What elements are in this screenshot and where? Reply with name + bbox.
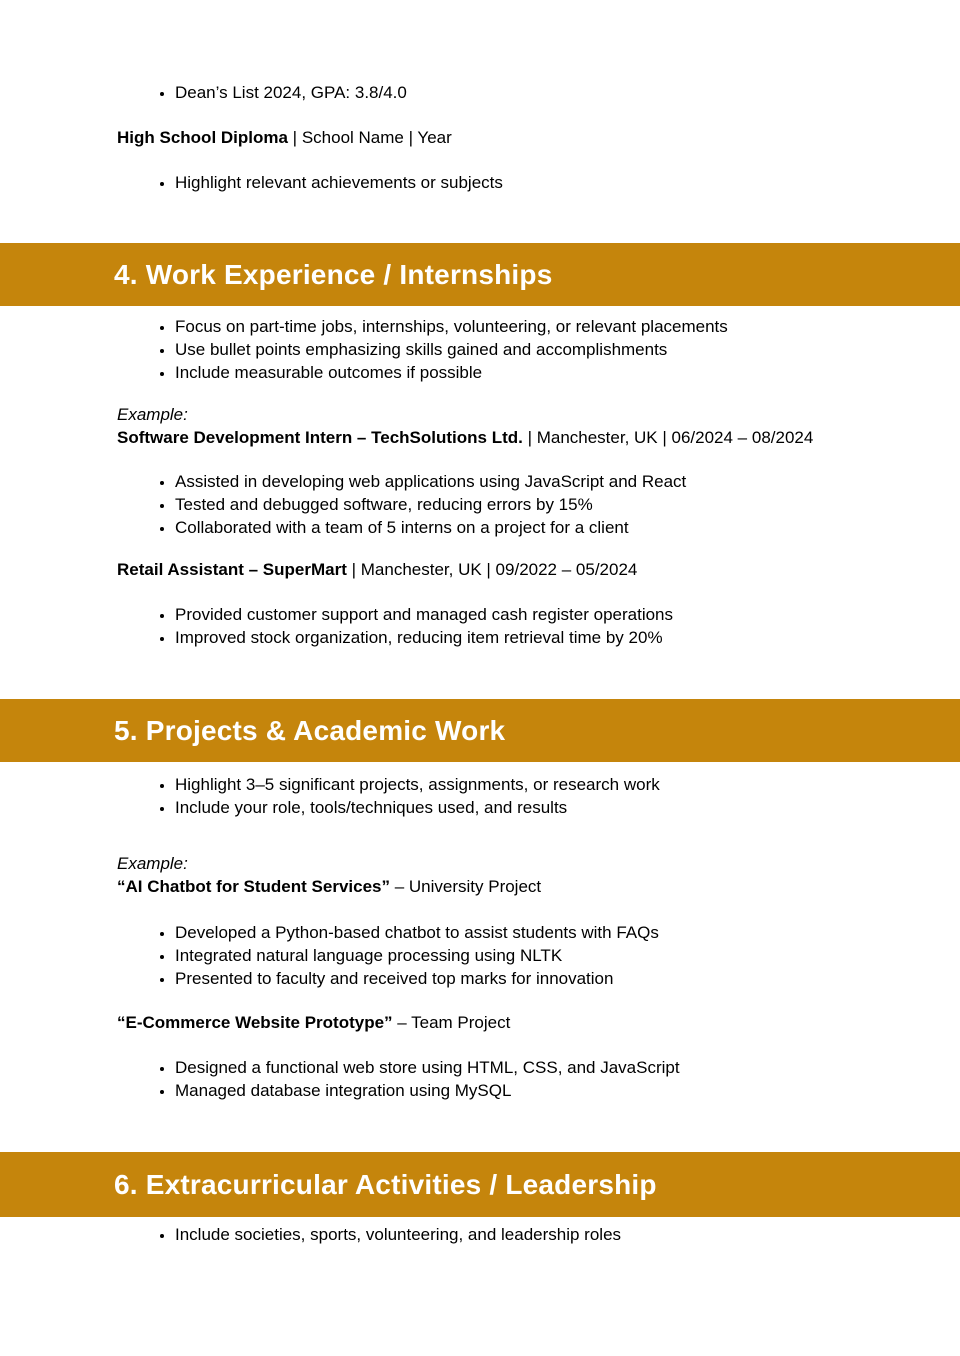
bullet-item: • Highlight relevant achievements or subjects — [175, 171, 845, 194]
job2-title: Retail Assistant – SuperMart — [117, 560, 347, 579]
bullet-item: • Collaborated with a team of 5 interns on a project for a client — [175, 516, 845, 539]
section-title: 6. Extracurricular Activities / Leadership — [114, 1168, 657, 1200]
bullet-item: • Tested and debugged software, reducing errors by 15% — [175, 493, 845, 516]
section-heading-projects — [0, 699, 960, 762]
bullet-item: • Presented to faculty and received top marks for innovation — [175, 967, 845, 990]
example-label: Example: — [117, 854, 188, 873]
bullet-item: • Provided customer support and managed cash register operations — [175, 603, 845, 626]
bullet-item: • Include your role, tools/techniques used, and results — [175, 796, 845, 819]
section-title: 4. Work Experience / Internships — [114, 258, 553, 290]
job2-heading — [117, 558, 845, 581]
deans-list-bullet-list — [117, 81, 845, 104]
bullet-item: • Focus on part-time jobs, internships, volunteering, or relevant placements — [175, 315, 845, 338]
project1-title: “AI Chatbot for Student Services” — [117, 877, 390, 896]
job2-bullet-list — [117, 603, 845, 649]
bullet-item: • Developed a Python-based chatbot to assist students with FAQs — [175, 921, 845, 944]
project2-bullet-list — [117, 1056, 845, 1102]
job1-bullet-list — [117, 470, 845, 539]
work-tips-list — [117, 315, 845, 384]
project2-title: “E-Commerce Website Prototype” — [117, 1013, 393, 1032]
projects-body — [0, 762, 960, 1102]
project2-meta: – Team Project — [392, 1013, 511, 1032]
job1-heading — [117, 426, 845, 449]
section-heading-extracurricular — [0, 1152, 960, 1217]
bullet-item: • Managed database integration using MySQL — [175, 1079, 845, 1102]
job1-meta: | Manchester, UK | 06/2024 – 08/2024 — [522, 428, 814, 447]
example-label: Example: — [117, 405, 188, 424]
diploma-bullet-list — [117, 171, 845, 194]
diploma-title: High School Diploma — [117, 128, 288, 147]
project1-meta: – University Project — [389, 877, 542, 896]
extracurricular-body — [0, 1217, 960, 1246]
bullet-item: • Improved stock organization, reducing item retrieval time by 20% — [175, 626, 845, 649]
education-fragment — [0, 0, 960, 194]
extracurricular-tips-list — [117, 1223, 845, 1246]
job1-title: Software Development Intern – TechSolutions Ltd. — [117, 428, 523, 447]
bullet-item: • Integrated natural language processing using NLTK — [175, 944, 845, 967]
project2-heading — [117, 1011, 845, 1034]
bullet-item: • Highlight 3–5 significant projects, assignments, or research work — [175, 773, 845, 796]
high-school-diploma-line — [117, 126, 845, 149]
section-heading-work-experience — [0, 243, 960, 306]
bullet-item: • Designed a functional web store using HTML, CSS, and JavaScript — [175, 1056, 845, 1079]
bullet-item: • Use bullet points emphasizing skills gained and accomplishments — [175, 338, 845, 361]
bullet-item: • Assisted in developing web applications using JavaScript and React — [175, 470, 845, 493]
bullet-item: • Include societies, sports, volunteering, and leadership roles — [175, 1223, 845, 1246]
projects-tips-list — [117, 773, 845, 819]
job2-meta: | Manchester, UK | 09/2022 – 05/2024 — [346, 560, 638, 579]
bullet-item: • Include measurable outcomes if possible — [175, 361, 845, 384]
bullet-item: • Dean’s List 2024, GPA: 3.8/4.0 — [175, 81, 845, 104]
diploma-meta: | School Name | Year — [287, 128, 452, 147]
section-title: 5. Projects & Academic Work — [114, 714, 506, 746]
project1-bullet-list — [117, 921, 845, 990]
work-experience-body — [0, 306, 960, 649]
project1-heading — [117, 875, 845, 898]
